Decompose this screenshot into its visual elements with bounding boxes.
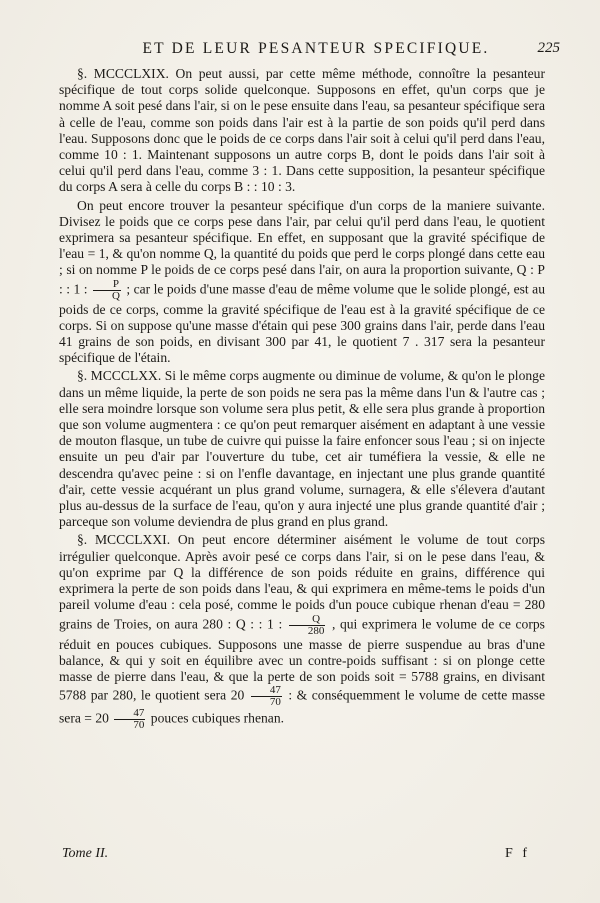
paragraph-text: est au poids de ce corps, comme la gravité spécifique de l'eau est à la gravité spécifique de ce corps. Si on suppose qu'une masse d'étain qui pese 300 grains dans l'air, perde dans l'eau 41 grains de son poids, en divisant 300 par 41, le quotient 7 . 317 sera la pesanteur spécifique de l'étain. xyxy=(59,281,545,366)
fraction-denominator: 70 xyxy=(133,719,145,732)
page-number: 225 xyxy=(537,40,560,56)
formula-start: on aura 280 : Q : : 1 : xyxy=(156,616,283,632)
fraction-denominator: Q xyxy=(111,289,120,302)
fraction-denominator: 70 xyxy=(269,696,281,709)
paragraph-text: On peut encore trouver la pesanteur spécifique d'un corps de la maniere suivante. Divisez le poids que ce corps pese dans l'air, par celui qu'il perd dans l'eau, le quotient exprimera sa pesanteur spécifique. En effet, en supposant que la gravité spécifique de l'eau = 1, & qu'on nomme Q, la quantité du poids que perd le corps plongé dans cette eau ; si on nomme P le poids de ce corps pesé dans l'air, on aura la proportion suivante, Q : P : : xyxy=(59,197,545,297)
fraction-47-over-70 xyxy=(251,685,282,708)
paragraph-specific-gravity-method xyxy=(59,198,545,367)
paragraph-text: pouces cubiques rhenan. xyxy=(150,710,285,726)
volume-label: Tome II. xyxy=(62,846,109,861)
page-body xyxy=(59,66,545,733)
fraction-47-over-70-second xyxy=(114,708,145,731)
formula-start: 1 : xyxy=(73,281,88,297)
paragraph-text: §. MCCCLXXI. On peut encore déterminer aisément le volume de tout corps irrégulier quelconque. Après avoir pesé ce corps dans l'air, si on le pese dans l'eau, & qu'on exprime par Q la différence de son poids réduite en grains, différence qui exprimera la perte de son poids dans l'eau, & qui exprimera en même-tems le poids d'un pareil volume d'eau : cela posé, comme le poids d'un pouce cubique rhenan d'eau = 280 grains de Troies, xyxy=(59,532,545,632)
fraction-numerator: 47 xyxy=(251,685,282,697)
formula-end: ; car le poids d'une masse d'eau de même volume que le solide plongé, xyxy=(126,281,511,297)
page-header xyxy=(66,40,560,66)
page-footer xyxy=(62,846,530,870)
paragraph-1371 xyxy=(59,532,545,731)
fraction-numerator: Q xyxy=(289,614,326,626)
fraction-q-over-280 xyxy=(289,614,326,637)
formula-end: , qui exprimera le volume de ce corps réduit en xyxy=(59,616,545,652)
running-title: ET DE LEUR PESANTEUR SPECIFIQUE. xyxy=(142,40,490,57)
paragraph-text: : & conséquemment le volume de cette masse sera = 20 xyxy=(59,687,545,726)
fraction-numerator: 47 xyxy=(114,708,145,720)
signature-mark: F f xyxy=(505,846,530,861)
paragraph-1369: §. MCCCLXIX. On peut aussi, par cette même méthode, connoître la pesanteur spécifique de tout corps solide quelconque. Supposons en effet, qu'un corps que je nomme A soit pesé dans l'air, si on le pese ensuite dans l'eau, sa pesanteur spécifique sera à celle de l'eau, comme son poids dans l'air est à la partie de son poids qu'il perd dans l'eau. Supposons donc que le poids de ce corps dans l'air soit à celui qu'il perd dans l'eau, comme 10 : 1. Maintenant supposons un autre corps B, dont le poids dans l'air soit à celui qu'il perd dans l'eau, comme 3 : 1. Dans cette supposition, la pesanteur spécifique du corps A sera à celle du corps B : : 10 : 3. xyxy=(59,66,545,195)
fraction-numerator: P xyxy=(93,279,121,291)
fraction-denominator: 280 xyxy=(307,624,325,637)
paragraph-text: pouces cubiques. Supposons une masse de pierre suspendue au bras d'une balance, & qui y soit en équilibre avec un contre-poids suffisant : si on plonge cette masse de pierre dans l'eau, & que la perte de son poids soit = 5788 grains, en divisant 5788 par 280, le quotient sera 20 xyxy=(59,636,545,703)
fraction-p-over-q xyxy=(93,279,121,302)
paragraph-1370: §. MCCCLXX. Si le même corps augmente ou diminue de volume, & qu'on le plonge dans un même liquide, la perte de son poids ne sera pas la même dans l'un & l'autre cas ; elle sera moindre lorsque son volume sera plus petit, & elle sera plus grande à proportion que son volume augmentera : ce qu'on peut remarquer aisément en adaptant à une vessie de mouton flasque, un tube de cuivre qui puisse la faire enfoncer sous l'eau ; si on injecte ensuite un peu d'air par l'ouverture du tube, cet air tuméfiera la vessie, & elle ne descendra qu'avec peine : si on l'enfle davantage, en injectant une plus grande quantité d'air, cette vessie acquérant un plus grand volume, surnagera, & elle s'élevera d'autant plus au-dessus de la surface de l'eau, qu'on y aura injecté une plus grande quantité d'air ; parceque son volume deviendra de plus grand en plus grand. xyxy=(59,368,545,530)
